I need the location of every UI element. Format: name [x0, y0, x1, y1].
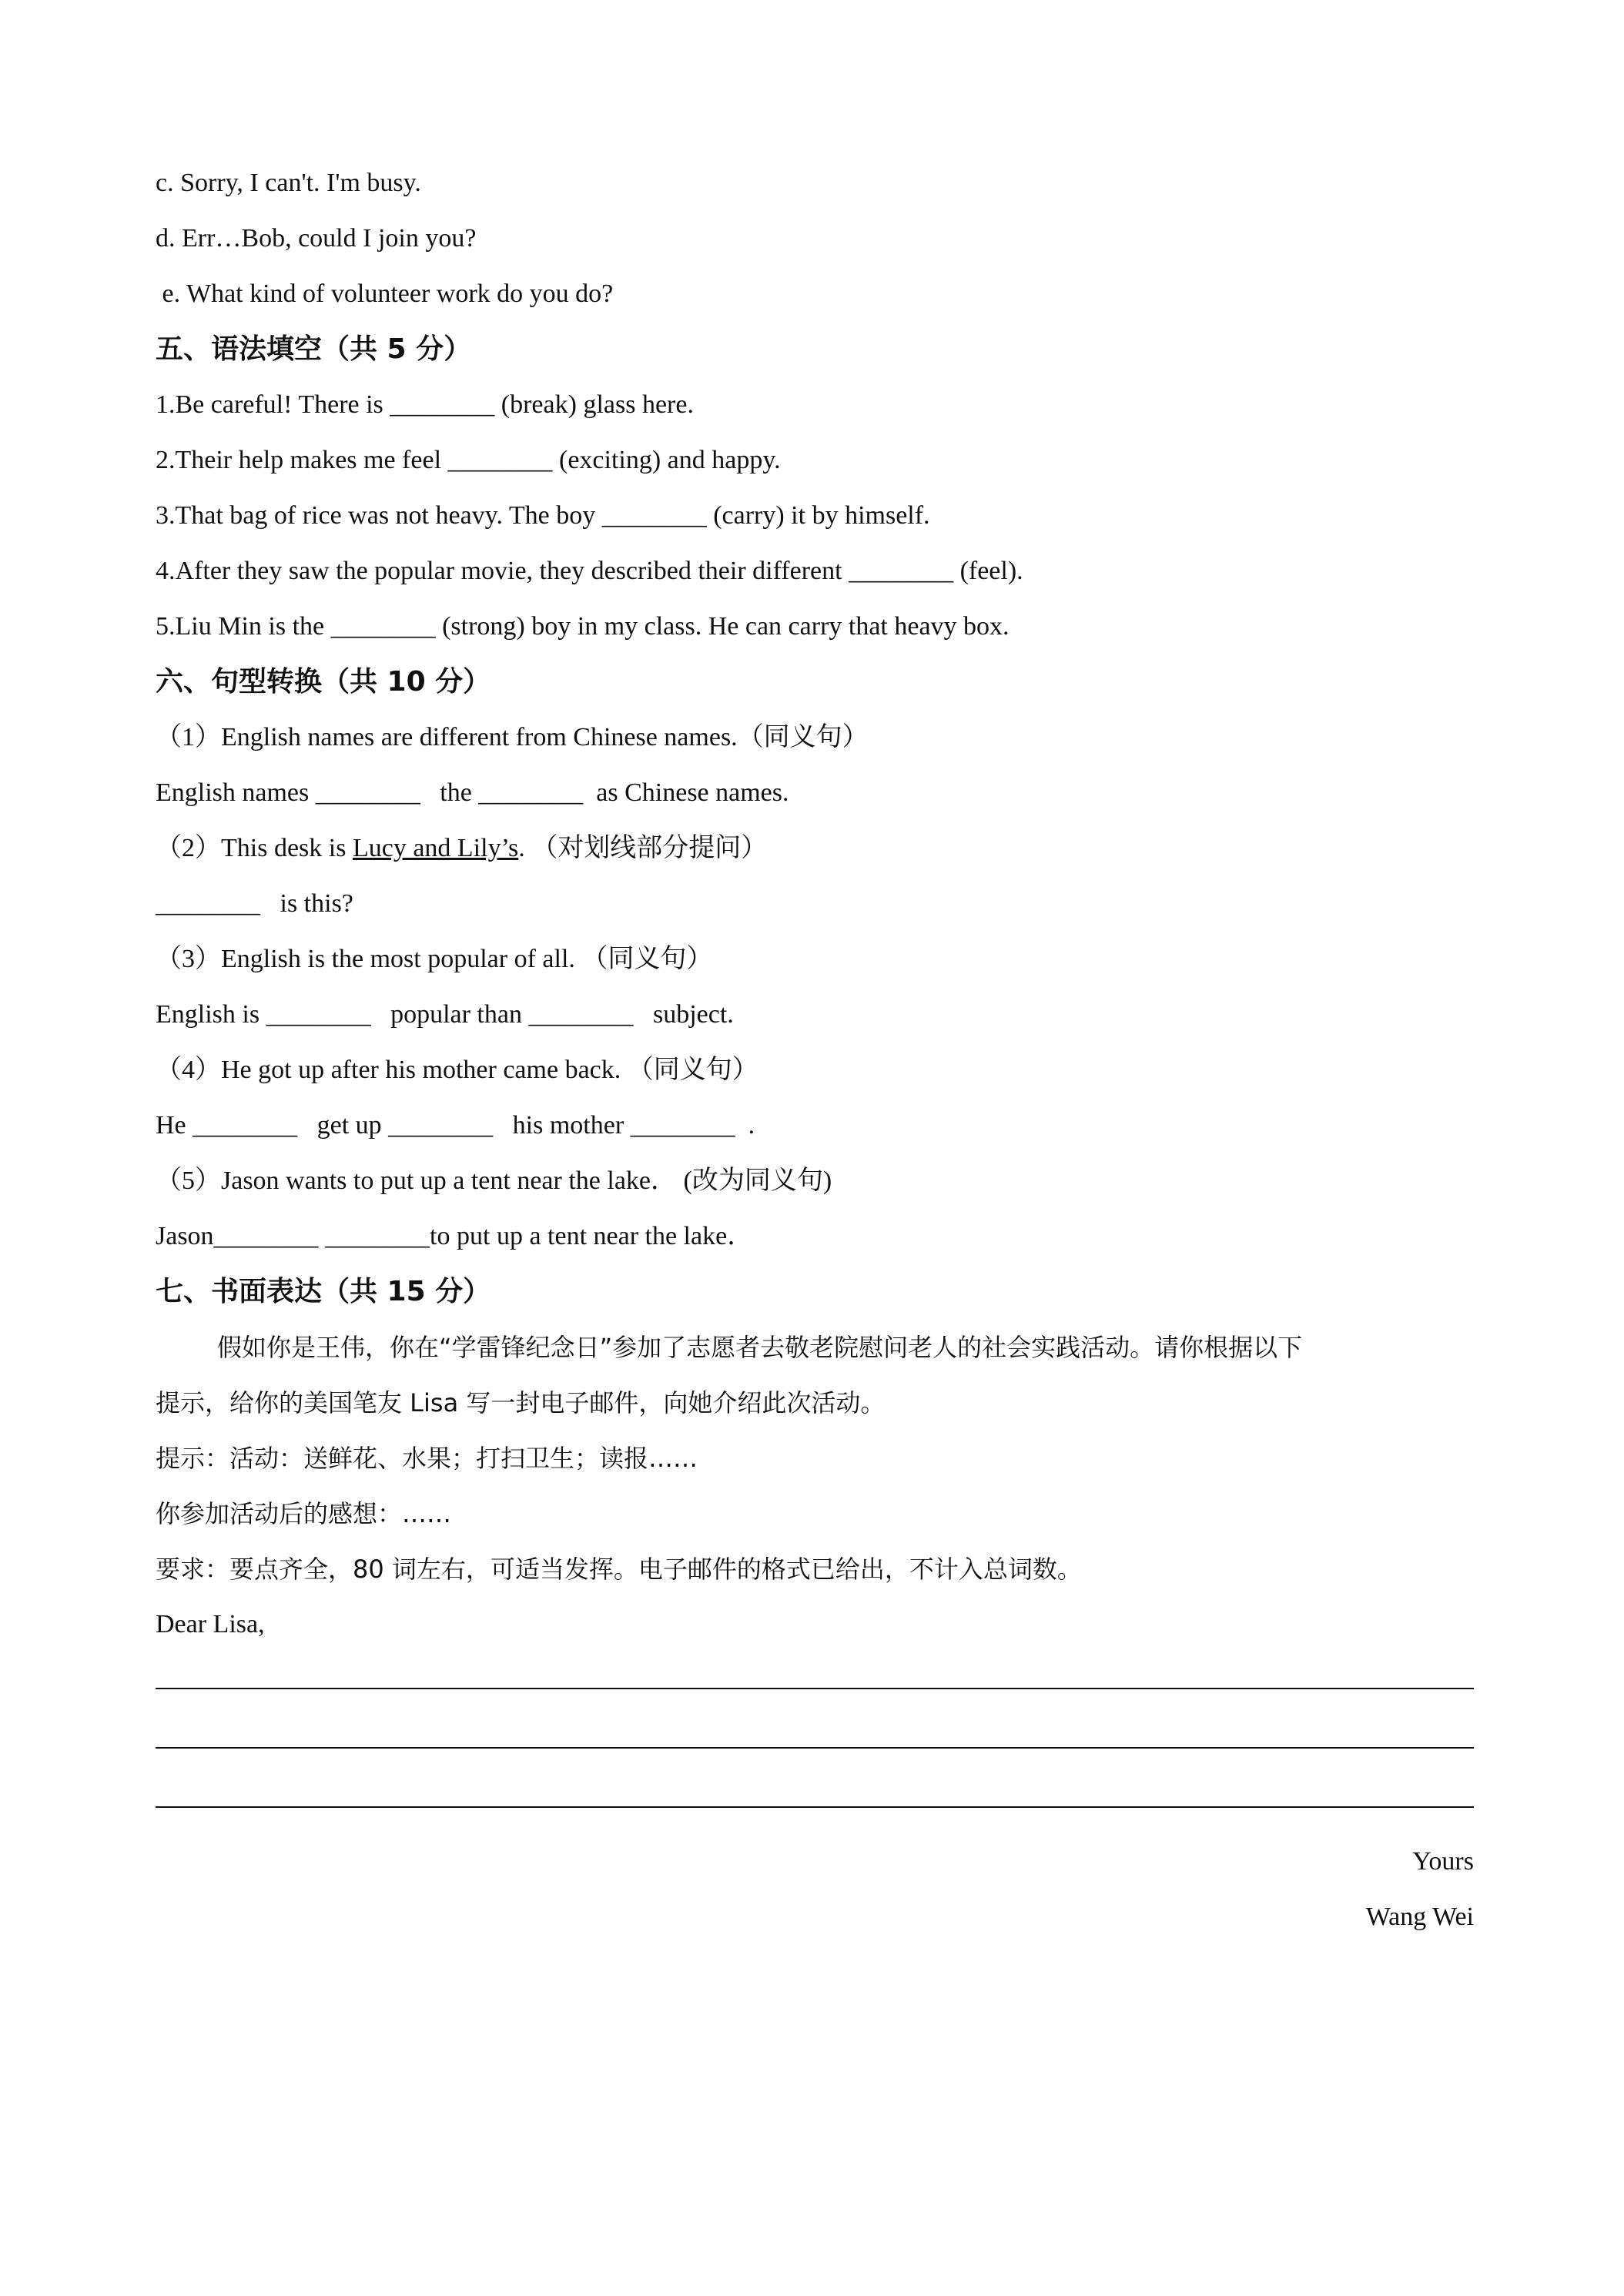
option-e: e. What kind of volunteer work do you do?: [156, 279, 614, 308]
transform-question-1: （1）English names are different from Chinese names.（同义句）: [156, 723, 869, 751]
transform-question-3: （3）English is the most popular of all. （同义句）: [156, 945, 713, 973]
grammar-item-3: 3.That bag of rice was not heavy. The boy ________ (carry) it by himself.: [156, 501, 930, 530]
writing-feelings-hint: 你参加活动后的感想：……: [156, 1499, 452, 1528]
transform-answer-1: English names ________ the ________ as Chinese names.: [156, 778, 789, 807]
transform-answer-3: English is ________ popular than ________ subject.: [156, 1000, 734, 1029]
transform-answer-2: ________ is this?: [156, 889, 353, 918]
writing-line-1: [156, 1688, 1474, 1689]
writing-prompt-line-2: 提示，给你的美国笔友 Lisa 写一封电子邮件，向她介绍此次活动。: [156, 1388, 886, 1417]
q2-underlined-part: Lucy and Lily’s: [352, 834, 519, 862]
writing-line-3: [156, 1806, 1474, 1808]
section-7-title: 七、书面表达（共 15 分）: [156, 1276, 491, 1307]
grammar-item-2: 2.Their help makes me feel ________ (exciting) and happy.: [156, 446, 781, 474]
grammar-item-5: 5.Liu Min is the ________ (strong) boy in my class. He can carry that heavy box.: [156, 612, 1010, 641]
option-d: d. Err…Bob, could I join you?: [156, 224, 477, 253]
q2-suffix: . （对划线部分提问）: [518, 834, 768, 862]
grammar-item-4: 4.After they saw the popular movie, they described their different ________ (feel).: [156, 557, 1023, 585]
section-6-title: 六、句型转换（共 10 分）: [156, 666, 491, 698]
section-5-title: 五、语法填空（共 5 分）: [156, 333, 472, 365]
writing-prompt-line-1: 假如你是王伟，你在“学雷锋纪念日”参加了志愿者去敬老院慰问老人的社会实践活动。请你根据以下: [217, 1333, 1303, 1362]
grammar-item-1: 1.Be careful! There is ________ (break) glass here.: [156, 390, 694, 419]
option-c: c. Sorry, I can't. I'm busy.: [156, 169, 421, 197]
q2-prefix: （2）This desk is: [156, 834, 353, 862]
letter-closing: Yours: [1412, 1847, 1474, 1876]
transform-question-5: （5）Jason wants to put up a tent near the lake． (改为同义句): [156, 1166, 832, 1195]
writing-hint: 提示：活动：送鲜花、水果；打扫卫生；读报……: [156, 1444, 698, 1473]
writing-requirements: 要求：要点齐全，80 词左右，可适当发挥。电子邮件的格式已给出，不计入总词数。: [156, 1555, 1082, 1584]
transform-answer-4: He ________ get up ________ his mother ________ .: [156, 1111, 755, 1140]
writing-line-2: [156, 1747, 1474, 1749]
letter-greeting: Dear Lisa,: [156, 1610, 265, 1638]
letter-signature: Wang Wei: [1365, 1903, 1474, 1931]
transform-question-4: （4）He got up after his mother came back. （同义句）: [156, 1056, 758, 1084]
transform-answer-5: Jason________ ________to put up a tent near the lake．: [156, 1222, 754, 1250]
transform-question-2: [156, 832, 767, 865]
